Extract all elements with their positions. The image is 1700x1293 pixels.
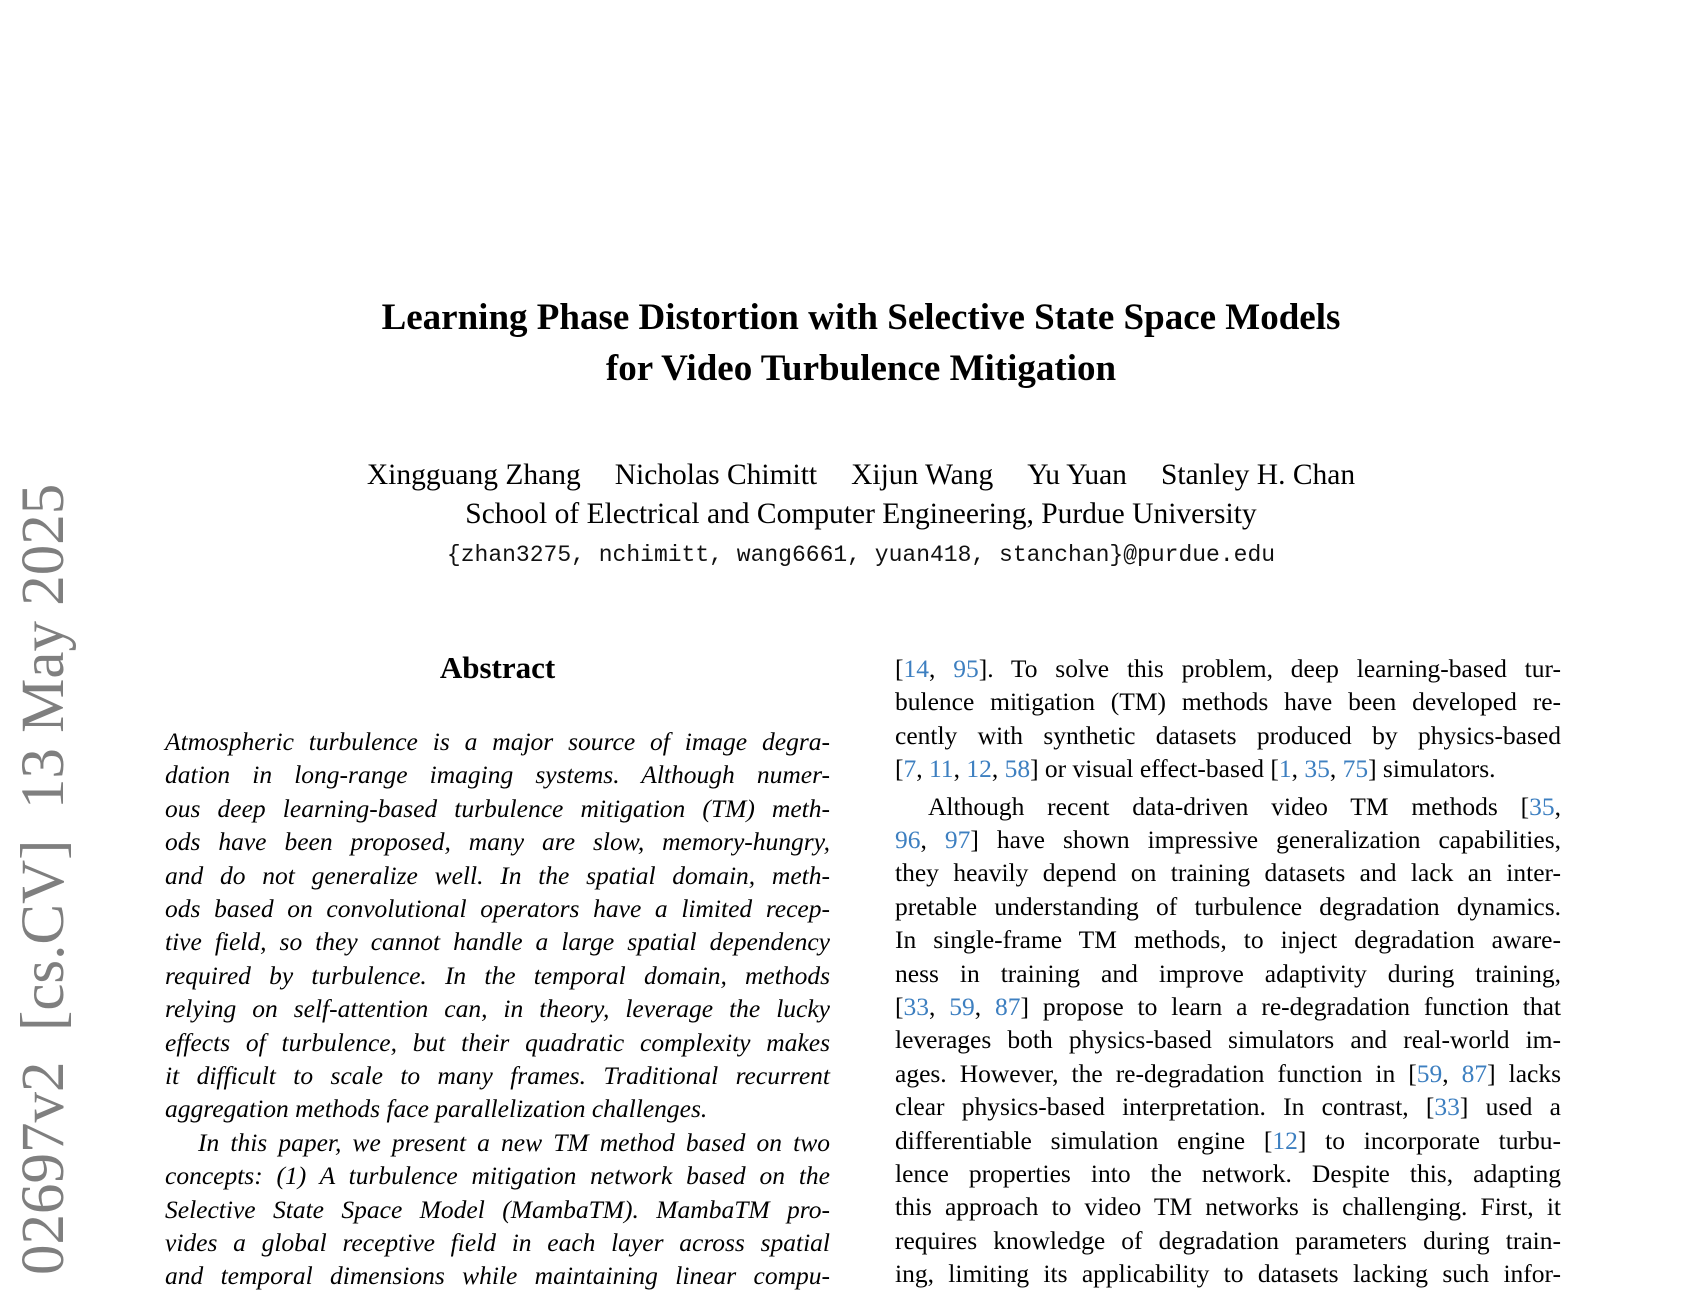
body-text: [: [895, 654, 904, 683]
body-text: this approach to video TM networks is challenging. First, it: [895, 1192, 1561, 1222]
body-line: [895, 719, 1561, 752]
body-line: [895, 1057, 1561, 1090]
body-line: [895, 1190, 1561, 1223]
body-line: [895, 1090, 1561, 1123]
abstract-line: dation in long-range imaging systems. Although numer-: [165, 760, 830, 790]
abstract-line: vides a global receptive field in each layer across spatial: [165, 1228, 830, 1257]
body-text: ing, limiting its applicability to datasets lacking such infor-: [895, 1259, 1561, 1289]
body-text: ,: [991, 754, 1005, 784]
author-emails: {zhan3275, nchimitt, wang6661, yuan418, stanchan}@purdue.edu: [446, 542, 1276, 568]
body-line: [895, 1023, 1561, 1056]
body-text: ,: [1442, 1058, 1462, 1088]
body-text: ] used a: [1459, 1092, 1561, 1122]
abstract-line: ous deep learning-based turbulence mitigation (TM) meth-: [165, 793, 830, 823]
body-text: ]. To solve this problem, deep learning-based tur-: [978, 654, 1561, 683]
abstract-line: In this paper, we present a new TM method based on two: [198, 1127, 830, 1157]
body-text: [: [895, 992, 904, 1021]
body-line: [895, 856, 1561, 889]
body-line: [895, 685, 1561, 718]
citation-link[interactable]: 35: [1304, 754, 1330, 784]
abstract-line: Selective State Space Model (MambaTM). MambaTM pro-: [165, 1194, 830, 1224]
body-line: [895, 1124, 1561, 1157]
body-text: [: [895, 754, 904, 784]
citation-link[interactable]: 96: [895, 825, 921, 854]
body-line: [895, 790, 1561, 823]
body-text: bulence mitigation (TM) methods have been developed re-: [895, 687, 1561, 717]
affiliation: School of Electrical and Computer Engineering, Purdue University: [465, 498, 1257, 530]
author-list: [0, 455, 1700, 495]
body-text: ages. However, the re-degradation function in [: [895, 1058, 1417, 1088]
body-line: [895, 990, 1561, 1023]
abstract-line: and do not generalize well. In the spatial domain, meth-: [165, 860, 830, 890]
citation-link[interactable]: 59: [1416, 1058, 1443, 1088]
body-text: ,: [929, 992, 950, 1021]
body-text: ,: [974, 992, 996, 1021]
abstract-line: relying on self-attention can, in theory, leverage the lucky: [165, 994, 830, 1024]
body-text: ,: [920, 825, 945, 854]
body-line: [895, 1257, 1561, 1290]
paper-title: [0, 292, 1700, 394]
body-text: ,: [1329, 754, 1343, 784]
body-text: ] lacks: [1487, 1058, 1562, 1088]
body-text: ] to incorporate turbu-: [1297, 1125, 1561, 1155]
abstract-line: effects of turbulence, but their quadratic complexity makes: [165, 1027, 830, 1057]
abstract-line: ods have been proposed, many are slow, memory-hungry,: [165, 827, 830, 857]
citation-link[interactable]: 87: [995, 992, 1021, 1021]
body-line: [895, 1157, 1561, 1190]
body-text: ] propose to learn a re-degradation function that: [1020, 992, 1561, 1021]
abstract-line: required by turbulence. In the temporal domain, methods: [165, 960, 830, 990]
body-line: [895, 752, 1561, 785]
body-text: ] or visual effect-based [: [1030, 754, 1279, 784]
abstract-line: it difficult to scale to many frames. Traditional recurrent: [165, 1061, 830, 1090]
body-text: lence properties into the network. Despite this, adapting: [895, 1159, 1561, 1188]
author: Xingguang Zhang: [366, 459, 581, 491]
body-line: [895, 923, 1561, 956]
body-text: pretable understanding of turbulence degradation dynamics.: [895, 891, 1561, 921]
citation-link[interactable]: 7: [903, 754, 917, 784]
citation-link[interactable]: 87: [1461, 1058, 1488, 1088]
body-text: clear physics-based interpretation. In contrast, [: [895, 1092, 1435, 1122]
body-text: ,: [953, 754, 967, 784]
citation-link[interactable]: 1: [1278, 754, 1292, 784]
body-text: leverages both physics-based simulators and real-world im-: [895, 1025, 1561, 1055]
body-text: ,: [1291, 754, 1305, 784]
citation-link[interactable]: 35: [1529, 791, 1555, 821]
citation-link[interactable]: 33: [903, 992, 929, 1021]
body-line: [895, 652, 1561, 685]
title-line-2: for Video Turbulence Mitigation: [605, 348, 1117, 389]
body-text: Although recent data-driven video TM methods [: [928, 791, 1530, 821]
abstract-heading: Abstract: [439, 650, 556, 685]
body-text: ,: [929, 654, 954, 683]
citation-link[interactable]: 75: [1342, 754, 1369, 784]
arxiv-margin-stamp: 02697v2 [cs.CV] 13 May 2025: [10, 483, 77, 1275]
title-line-1: Learning Phase Distortion with Selective State Space Models: [381, 297, 1341, 338]
citation-link[interactable]: 12: [1272, 1125, 1298, 1155]
citation-link[interactable]: 58: [1004, 754, 1031, 784]
abstract-line: aggregation methods face parallelization challenges.: [165, 1094, 708, 1124]
citation-link[interactable]: 14: [903, 654, 929, 683]
body-text: ,: [916, 754, 929, 784]
body-line: [895, 957, 1561, 990]
abstract-line: concepts: (1) A turbulence mitigation network based on the: [165, 1161, 830, 1191]
body-text: ness in training and improve adaptivity during training,: [895, 958, 1561, 988]
body-line: [895, 823, 1561, 856]
citation-link[interactable]: 59: [949, 992, 975, 1021]
author: Yu Yuan: [1027, 459, 1127, 491]
body-text: they heavily depend on training datasets and lack an inter-: [895, 858, 1561, 888]
body-text: In single-frame TM methods, to inject degradation aware-: [895, 925, 1561, 955]
abstract-line: tive field, so they cannot handle a large spatial dependency: [165, 927, 830, 957]
body-text: ] simulators.: [1368, 754, 1496, 784]
body-text: ,: [1554, 791, 1561, 821]
author: Nicholas Chimitt: [614, 459, 818, 491]
body-text: requires knowledge of degradation parameters during train-: [895, 1225, 1561, 1255]
abstract-line: and temporal dimensions while maintaining linear compu-: [165, 1261, 830, 1291]
author: Xijun Wang: [851, 459, 994, 491]
body-line: [895, 890, 1561, 923]
citation-link[interactable]: 12: [966, 754, 992, 784]
body-line: [895, 1224, 1561, 1257]
author: Stanley H. Chan: [1160, 459, 1356, 491]
citation-link[interactable]: 11: [929, 754, 954, 784]
citation-link[interactable]: 95: [953, 654, 979, 683]
abstract-line: ods based on convolutional operators have a limited recep-: [165, 894, 830, 923]
citation-link[interactable]: 33: [1434, 1092, 1460, 1122]
abstract-line: Atmospheric turbulence is a major source of image degra-: [165, 727, 830, 756]
body-text: ] have shown impressive generalization capabilities,: [970, 825, 1561, 854]
citation-link[interactable]: 97: [944, 825, 971, 854]
body-text: cently with synthetic datasets produced by physics-based: [895, 720, 1561, 750]
body-text: differentiable simulation engine [: [895, 1125, 1273, 1155]
